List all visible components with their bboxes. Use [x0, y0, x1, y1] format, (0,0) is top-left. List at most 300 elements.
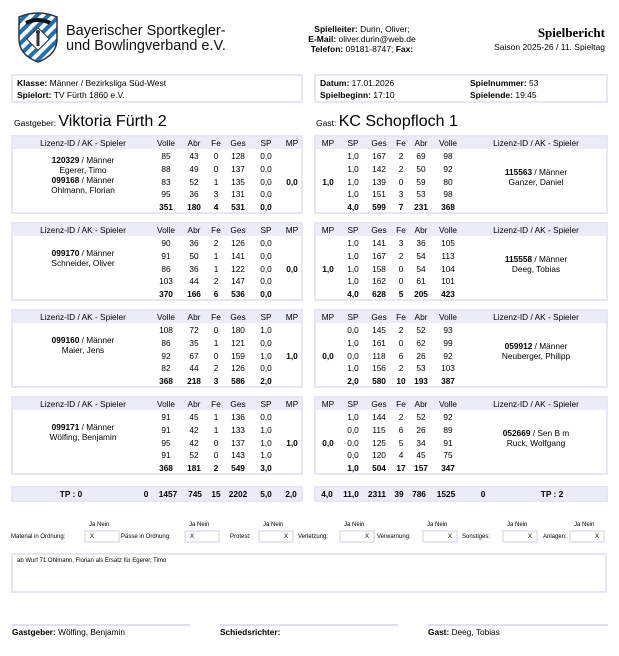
header-player: Lizenz-ID / AK - Spieler — [40, 138, 126, 148]
guest-player-block — [314, 135, 608, 214]
header-sp: SP — [260, 399, 272, 409]
header-volle: Volle — [157, 138, 175, 148]
player-age-class: / Männer — [79, 248, 115, 258]
table-header — [13, 398, 301, 410]
email-label: E-Mail: — [308, 34, 337, 44]
total-fe: 6 — [213, 289, 219, 300]
lane-sp: 0,0 — [347, 325, 359, 335]
lane-abr: 54 — [416, 263, 426, 274]
header-player: Lizenz-ID / AK - Spieler — [493, 138, 579, 148]
player-age-class: / Männer — [79, 335, 115, 345]
total-abr: 181 — [187, 463, 201, 474]
header-volle: Volle — [157, 399, 175, 409]
lane-ges: 125 — [372, 437, 386, 448]
lane-sp: 0,0 — [260, 363, 272, 374]
lane-fe: 0 — [398, 176, 404, 187]
lane-volle: 88 — [161, 163, 171, 174]
lane-fe: 3 — [398, 238, 404, 248]
lane-ges: 145 — [372, 325, 386, 335]
total-volle: 368 — [159, 463, 173, 474]
total-volle: 387 — [441, 376, 455, 387]
lane-ges: 161 — [372, 337, 386, 348]
total-ges: 599 — [372, 202, 386, 213]
lane-abr: 52 — [416, 325, 426, 335]
form-check-field[interactable] — [184, 530, 220, 543]
lane-ges: 147 — [231, 276, 245, 287]
lane-volle: 104 — [441, 263, 455, 274]
player-age-class: / Männer — [79, 155, 115, 165]
lane-sp: 0,0 — [260, 238, 272, 248]
lane-fe: 1 — [213, 412, 219, 422]
player-license-id: 099170 — [51, 248, 80, 258]
header-abr: Abr — [187, 399, 201, 409]
header-player: Lizenz-ID / AK - Spieler — [40, 312, 126, 322]
lane-sp: 0,0 — [260, 176, 272, 187]
guest-total-ges: 2311 — [368, 489, 386, 499]
lane-ges: 167 — [372, 250, 386, 261]
lane-abr: 42 — [189, 424, 199, 435]
ja-nein-label: Ja Nein — [507, 522, 528, 528]
home-player-block — [11, 396, 303, 475]
guest-extra: 0 — [480, 489, 486, 499]
form-field-label: Verletzung: — [298, 534, 329, 540]
fax-label: Fax: — [395, 44, 414, 54]
total-fe: 17 — [396, 463, 406, 474]
ja-nein-label: Ja Nein — [574, 522, 595, 528]
table-header — [316, 311, 606, 323]
home-extra: 0 — [143, 489, 149, 499]
guest-sig-label: Gast: — [428, 627, 450, 637]
lane-volle: 83 — [161, 176, 171, 187]
table-header — [13, 224, 301, 236]
lane-volle: 86 — [161, 337, 171, 348]
player-info — [466, 254, 606, 274]
lane-volle: 103 — [441, 363, 455, 374]
header-volle: Volle — [157, 312, 175, 322]
lane-sp: 1,0 — [347, 176, 359, 187]
lane-fe: 1 — [213, 263, 219, 274]
ja-nein-label: Ja Nein — [344, 522, 365, 528]
header-ges: Ges — [230, 312, 246, 322]
total-fe: 7 — [398, 202, 404, 213]
header-sp: SP — [347, 138, 359, 148]
lane-sp: 0,0 — [347, 350, 359, 361]
home-sig-label: Gastgeber: — [12, 627, 56, 637]
lane-sp: 0,0 — [260, 189, 272, 200]
lane-sp: 1,0 — [347, 263, 359, 274]
lane-volle: 80 — [443, 176, 453, 187]
lane-fe: 0 — [213, 325, 219, 335]
lane-abr: 26 — [416, 350, 426, 361]
guest-prefix: Gast: — [316, 118, 339, 128]
lane-sp: 0,0 — [260, 412, 272, 422]
lane-abr: 69 — [416, 151, 426, 161]
header-sp: SP — [347, 399, 359, 409]
lane-abr: 36 — [189, 189, 199, 200]
header-ges: Ges — [230, 138, 246, 148]
header-fe: Fe — [211, 225, 221, 235]
lane-abr: 54 — [416, 250, 426, 261]
datum-label: Datum: — [320, 78, 350, 88]
lane-sp: 1,0 — [347, 337, 359, 348]
lane-fe: 2 — [398, 250, 404, 261]
home-total-sp: 5,0 — [260, 489, 272, 499]
lane-abr: 35 — [189, 337, 199, 348]
header-abr: Abr — [414, 138, 428, 148]
header-player: Lizenz-ID / AK - Spieler — [493, 225, 579, 235]
lane-ges: 137 — [231, 437, 245, 448]
lane-abr: 62 — [416, 337, 426, 348]
lane-abr: 44 — [189, 363, 199, 374]
home-signature — [12, 627, 125, 637]
lane-fe: 3 — [213, 189, 219, 200]
guest-total-mp: 4,0 — [321, 489, 333, 499]
total-volle: 368 — [159, 376, 173, 387]
total-fe: 5 — [398, 289, 404, 300]
header-player: Lizenz-ID / AK - Spieler — [493, 312, 579, 322]
form-check-field[interactable] — [502, 530, 538, 543]
player-info — [13, 155, 153, 195]
player-age-class: / Männer — [79, 422, 115, 432]
lane-ges: 135 — [231, 176, 245, 187]
lane-ges: 120 — [372, 450, 386, 461]
klasse-label: Klasse: — [17, 78, 48, 88]
form-check-field[interactable] — [339, 530, 375, 543]
lane-volle: 86 — [161, 263, 171, 274]
lane-volle: 85 — [161, 151, 171, 161]
guest-total-sp: 11,0 — [343, 489, 359, 499]
header-mp: MP — [321, 399, 335, 409]
lane-ges: 126 — [231, 363, 245, 374]
form-check-field[interactable] — [422, 530, 458, 543]
lane-sp: 1,0 — [260, 325, 272, 335]
home-total-volle: 1457 — [158, 489, 178, 499]
home-sig-value: Wölfing, Benjamin — [55, 627, 125, 637]
lane-ges: 133 — [231, 424, 245, 435]
referee-sig-label: Schiedsrichter: — [220, 627, 281, 637]
form-field-label: Verwarnung: — [377, 534, 411, 540]
lane-abr: 52 — [189, 450, 199, 461]
table-header — [13, 137, 301, 149]
lane-ges: 156 — [372, 363, 386, 374]
lane-fe: 6 — [398, 350, 404, 361]
header-sp: SP — [260, 312, 272, 322]
lane-ges: 151 — [372, 189, 386, 200]
lane-volle: 90 — [161, 238, 171, 248]
total-abr: 193 — [414, 376, 428, 387]
form-check-field[interactable] — [569, 530, 605, 543]
lane-volle: 103 — [159, 276, 173, 287]
lane-volle: 91 — [161, 412, 171, 422]
header-sp: SP — [260, 225, 272, 235]
header-abr: Abr — [414, 312, 428, 322]
org-line-1: Bayerischer Sportkegler- — [66, 23, 226, 39]
lane-ges: 136 — [231, 412, 245, 422]
lane-fe: 1 — [213, 176, 219, 187]
header-fe: Fe — [396, 138, 406, 148]
header-ges: Ges — [371, 399, 387, 409]
lane-fe: 0 — [213, 437, 219, 448]
lane-volle: 82 — [161, 363, 171, 374]
lane-sp: 1,0 — [260, 437, 272, 448]
header-abr: Abr — [414, 399, 428, 409]
home-prefix: Gastgeber: — [14, 118, 59, 128]
lane-sp: 1,0 — [347, 163, 359, 174]
header-volle: Volle — [439, 225, 457, 235]
player-age-class: / Sen B m — [530, 428, 570, 438]
lane-sp: 0,0 — [347, 437, 359, 448]
total-ges: 586 — [231, 376, 245, 387]
check-mark: X — [90, 534, 95, 540]
lane-fe: 0 — [213, 163, 219, 174]
lane-volle: 92 — [161, 350, 171, 361]
lane-volle: 98 — [443, 151, 453, 161]
report-subtitle: Saison 2025-26 / 11. Spieltag — [494, 42, 605, 52]
lane-abr: 43 — [189, 151, 199, 161]
lane-abr: 45 — [189, 412, 199, 422]
lane-abr: 72 — [189, 325, 199, 335]
total-volle: 351 — [159, 202, 173, 213]
lane-volle: 91 — [161, 424, 171, 435]
lane-sp: 0,0 — [260, 276, 272, 287]
total-ges: 531 — [231, 202, 245, 213]
player-license-id: 115558 — [504, 254, 533, 264]
email-value[interactable]: oliver.durin@web.de — [336, 34, 416, 44]
guest-signature-line — [428, 624, 608, 626]
beginn-value: 17:10 — [371, 90, 395, 100]
header-mp: MP — [321, 138, 335, 148]
ja-nein-label: Ja Nein — [427, 522, 448, 528]
lane-abr: 53 — [416, 363, 426, 374]
lane-sp: 0,0 — [260, 337, 272, 348]
total-sp: 0,0 — [260, 202, 272, 213]
lane-volle: 95 — [161, 437, 171, 448]
total-abr: 218 — [187, 376, 201, 387]
guest-total-fe: 39 — [394, 489, 404, 499]
form-field-label: Pässe in Ordnung: — [121, 534, 171, 540]
lane-sp: 1,0 — [347, 412, 359, 422]
lane-sp: 1,0 — [347, 238, 359, 248]
total-ges: 628 — [372, 289, 386, 300]
player-license-id: 052669 — [502, 428, 531, 438]
header-mp: MP — [321, 312, 335, 322]
player-info — [13, 335, 153, 355]
lane-fe: 2 — [213, 363, 219, 374]
total-volle: 423 — [441, 289, 455, 300]
lane-ges: 128 — [231, 151, 245, 161]
total-sp: 0,0 — [260, 289, 272, 300]
guest-signature — [428, 627, 500, 637]
ja-nein-label: Ja Nein — [89, 522, 110, 528]
header-mp: MP — [285, 399, 299, 409]
total-abr: 205 — [414, 289, 428, 300]
form-field-label: Anlagen: — [543, 534, 567, 540]
lane-volle: 108 — [159, 325, 173, 335]
player-info — [466, 167, 606, 187]
total-fe: 4 — [213, 202, 219, 213]
lane-sp: 0,0 — [260, 163, 272, 174]
lane-fe: 2 — [398, 151, 404, 161]
player-name: Egerer, Timo — [59, 165, 107, 175]
lane-abr: 36 — [189, 263, 199, 274]
form-check-field[interactable] — [258, 530, 294, 543]
spielort-value: TV Fürth 1860 e.V. — [51, 90, 125, 100]
header-mp: MP — [285, 138, 299, 148]
report-title: Spielbericht — [537, 25, 605, 40]
lane-abr: 36 — [189, 238, 199, 248]
block-mp: 1,0 — [322, 176, 334, 187]
block-mp: 0,0 — [322, 350, 334, 361]
header-volle: Volle — [157, 225, 175, 235]
header-mp: MP — [285, 312, 299, 322]
lane-volle: 92 — [443, 163, 453, 174]
lane-sp: 1,0 — [347, 250, 359, 261]
table-header — [316, 398, 606, 410]
lane-sp: 0,0 — [260, 263, 272, 274]
header-sp: SP — [347, 225, 359, 235]
bavarian-crest-icon — [16, 11, 60, 63]
lane-volle: 95 — [161, 189, 171, 200]
nummer-label: Spielnummer: — [470, 78, 527, 88]
home-total-fe: 15 — [211, 489, 221, 499]
block-mp: 1,0 — [286, 350, 298, 361]
lane-abr: 67 — [189, 350, 199, 361]
total-sp: 4,0 — [347, 202, 359, 213]
header-fe: Fe — [211, 138, 221, 148]
lane-abr: 45 — [416, 450, 426, 461]
guest-team-name: KC Schopfloch 1 — [338, 113, 458, 130]
header-fe: Fe — [396, 312, 406, 322]
player-age-class: / Männer — [532, 341, 568, 351]
home-total-abr: 745 — [188, 489, 202, 499]
guest-total-abr: 786 — [412, 489, 426, 499]
player-name: Schneider, Oliver — [51, 258, 115, 268]
player-info — [466, 341, 606, 361]
ja-nein-label: Ja Nein — [189, 522, 210, 528]
header-ges: Ges — [230, 399, 246, 409]
lane-fe: 2 — [398, 325, 404, 335]
lane-fe: 4 — [398, 450, 404, 461]
form-check-field[interactable] — [84, 530, 120, 543]
header-fe: Fe — [211, 312, 221, 322]
lane-abr: 52 — [416, 412, 426, 422]
beginn-label: Spielbeginn: — [320, 90, 371, 100]
header-fe: Fe — [396, 399, 406, 409]
home-team-title — [14, 113, 167, 131]
lane-abr: 59 — [416, 176, 426, 187]
total-sp: 1,0 — [347, 463, 359, 474]
player-name: Ruck, Wolfgang — [506, 438, 566, 448]
guest-total-volle: 1525 — [436, 489, 456, 499]
home-player-block — [11, 222, 303, 301]
lane-ges: 141 — [372, 238, 386, 248]
form-field-label: Material in Ordnung: — [11, 534, 66, 540]
guest-player-block — [314, 222, 608, 301]
lane-fe: 6 — [398, 424, 404, 435]
lane-fe: 0 — [398, 276, 404, 287]
guest-sig-value: Deeg, Tobias — [449, 627, 500, 637]
lane-volle: 75 — [443, 450, 453, 461]
player-license-id: 099171 — [51, 422, 80, 432]
lane-sp: 1,0 — [347, 189, 359, 200]
player-license-id: 120329 — [51, 155, 80, 165]
lane-abr: 26 — [416, 424, 426, 435]
header-ges: Ges — [371, 225, 387, 235]
block-mp: 1,0 — [322, 263, 334, 274]
remarks-text: ab Wurf 71 Ohlmann, Florian als Ersatz für Egerer, Timo — [17, 558, 167, 564]
total-sp: 2,0 — [260, 376, 272, 387]
lane-volle: 113 — [441, 250, 455, 261]
table-header — [316, 137, 606, 149]
lane-fe: 1 — [213, 250, 219, 261]
lane-sp: 1,0 — [347, 276, 359, 287]
player-info — [13, 248, 153, 268]
player-license-id: 099160 — [51, 335, 80, 345]
ende-value: 19:45 — [512, 90, 537, 100]
home-team-name: Viktoria Fürth 2 — [58, 113, 167, 130]
total-volle: 370 — [159, 289, 173, 300]
lane-volle: 101 — [441, 276, 455, 287]
guest-player-block — [314, 309, 608, 388]
game-director-info — [262, 24, 462, 54]
player-info — [466, 428, 606, 448]
home-player-block — [11, 309, 303, 388]
remarks-box[interactable] — [11, 553, 607, 593]
total-volle: 347 — [441, 463, 455, 474]
check-mark: X — [594, 534, 599, 540]
lane-fe: 0 — [398, 337, 404, 348]
form-field-label: Protest: — [230, 534, 251, 540]
player-license-id: 099168 — [51, 175, 80, 185]
lane-volle: 89 — [443, 424, 453, 435]
lane-ges: 126 — [231, 238, 245, 248]
lane-abr: 50 — [189, 250, 199, 261]
lane-abr: 44 — [189, 276, 199, 287]
header-fe: Fe — [211, 399, 221, 409]
home-tp: TP : 0 — [59, 489, 83, 499]
guest-grand-total — [314, 486, 608, 502]
lane-volle: 98 — [443, 189, 453, 200]
lane-fe: 3 — [398, 189, 404, 200]
form-field-label: Sonstiges: — [462, 534, 491, 540]
player-name: Wölfing, Benjamin — [49, 432, 117, 442]
lane-abr: 61 — [416, 276, 426, 287]
lane-sp: 1,0 — [347, 151, 359, 161]
lane-ges: 137 — [231, 163, 245, 174]
block-mp: 0,0 — [286, 176, 298, 187]
lane-ges: 144 — [372, 412, 386, 422]
lane-ges: 167 — [372, 151, 386, 161]
lane-volle: 99 — [443, 337, 453, 348]
lane-fe: 1 — [213, 424, 219, 435]
tel-value: 09181-8747; — [343, 44, 396, 54]
header-abr: Abr — [187, 312, 201, 322]
leiter-label: Spielleiter: — [314, 24, 358, 34]
header-abr: Abr — [414, 225, 428, 235]
report-heading — [494, 25, 605, 52]
home-grand-total — [11, 486, 303, 502]
total-abr: 231 — [414, 202, 428, 213]
home-total-mp: 2,0 — [285, 489, 297, 499]
lane-fe: 0 — [213, 450, 219, 461]
leiter-value: Durin, Oliver; — [357, 24, 410, 34]
lane-fe: 5 — [398, 437, 404, 448]
header-ges: Ges — [371, 138, 387, 148]
player-license-id: 115563 — [504, 167, 533, 177]
lane-fe: 2 — [398, 363, 404, 374]
block-mp: 0,0 — [322, 437, 334, 448]
match-date-box — [314, 74, 608, 103]
